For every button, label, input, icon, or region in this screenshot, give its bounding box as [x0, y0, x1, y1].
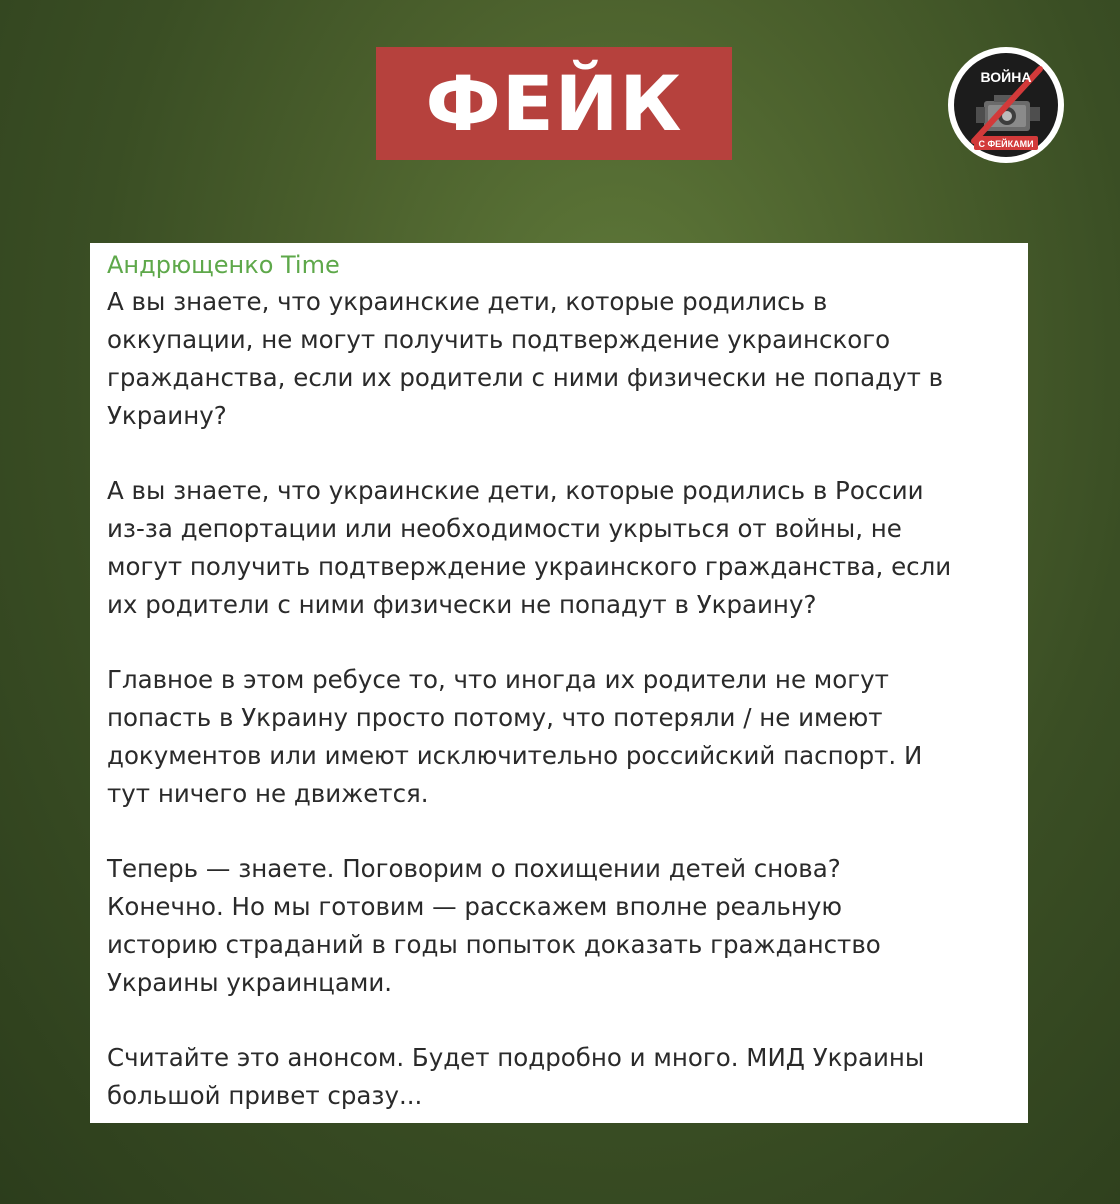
post-line: Теперь — знаете. Поговорим о похищении детей снова? [107, 854, 841, 883]
post-line: из-за депортации или необходимости укрыться от войны, не [107, 514, 902, 543]
post-paragraph [107, 472, 1010, 624]
post-line: документов или имеют исключительно российский паспорт. И [107, 741, 923, 770]
post-line: гражданства, если их родители с ними физически не попадут в [107, 363, 944, 392]
post-line: Считайте это анонсом. Будет подробно и много. МИД Украины [107, 1043, 925, 1072]
post-line: Украины украинцами. [107, 968, 393, 997]
camera-crossed-icon [946, 45, 1066, 165]
post-line: их родители с ними физически не попадут в Украину? [107, 590, 817, 619]
post-line: попасть в Украину просто потому, что потеряли / не имеют [107, 703, 883, 732]
logo-top-text: ВОЙНА [980, 69, 1032, 85]
post-line: Главное в этом ребусе то, что иногда их родители не могут [107, 665, 889, 694]
channel-name[interactable]: Андрющенко Time [107, 251, 340, 279]
post-paragraph [107, 283, 1010, 435]
post-line: А вы знаете, что украинские дети, которые родились в [107, 287, 828, 316]
fake-badge-label: ФЕЙК [425, 58, 683, 148]
post-line: Конечно. Но мы готовим — расскажем вполне реальную [107, 892, 842, 921]
post-line: оккупации, не могут получить подтверждение украинского [107, 325, 891, 354]
fake-badge [376, 47, 732, 160]
post-line: большой привет сразу... [107, 1081, 423, 1110]
post-paragraph [107, 1039, 1010, 1115]
logo-bottom-text: С ФЕЙКАМИ [978, 139, 1034, 149]
post-line: А вы знаете, что украинские дети, которые родились в России [107, 476, 924, 505]
post-line: тут ничего не движется. [107, 779, 429, 808]
post-line: Украину? [107, 401, 227, 430]
post-paragraph [107, 661, 1010, 813]
post-line: историю страданий в годы попыток доказать гражданство [107, 930, 881, 959]
war-with-fakes-logo [946, 45, 1066, 165]
post-paragraph [107, 850, 1010, 1002]
post-card [90, 243, 1028, 1123]
post-line: могут получить подтверждение украинского гражданства, если [107, 552, 952, 581]
